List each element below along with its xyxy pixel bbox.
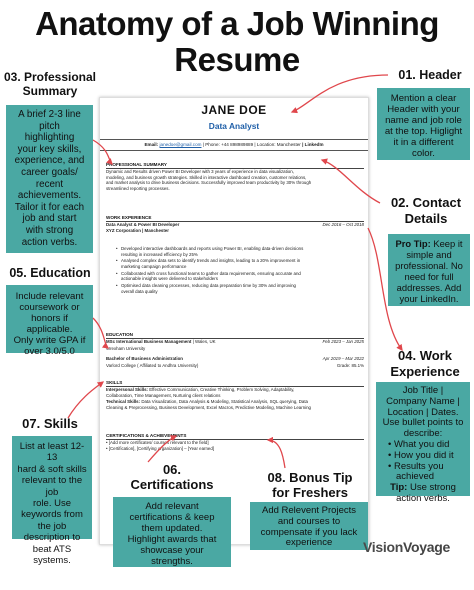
- resume-job-company: XYZ Corporation | Manchester: [106, 228, 169, 233]
- resume-sheet: JANE DOE Data Analyst Email: janedoe@gmail.com | Phone: +44 898989889 | Location: Manchester | LinkedIn PROFESSIONAL SUMMARY Dynamic and Results driven Power BI Developer with 3 years of experience in data visualization, modeling, and business growth strategies. Skilled in interactive dashboard creation, customer relations, and market analysis to drive business decisions. Successfully improved team productivity by 30% through streamlined reporting processes. WORK EXPERIENCE Data Analyst & Power BI Developer Dec 2016 – Oct 2018 XYZ Corporation | Manchester • Developed interactive dashboards and reports using Power BI, enabling data-driven decisions resulting in increased efficiency by 25% • Analysed complex data sets to identify trends and insights, leading to a 20% improvement in marketing campaign performance • Collaborated with cross functional teams to gather data requirements, ensuring accurate and actionable insights were delivered to stakeholders • Optimised data cleaning processes, reducing data preparation time by 30% and improving overall data quality EDUCATION MSc International Business Management | Wales, UK Feb 2023 – Jan 2025 Wrexham University Bachelor of Business Administration Apr 2019 – Mar 2022 Varlord College ( Affiliated to Andhra University) Grade: 85.1% SKILLS Interpersonal Skills: Effective Communication, Creative Thinking, Problem Solving, Adaptability, Collaboration, Time Management, Nurturing client relations Technical Skills: Data Visualization, Data Analysis & Modeling, Statistical Analysis, SQL querying, Data Cleaning & Preprocessing, Business Development, Excel Macros, Predictive Modeling, Machine Learning CERTIFICATIONS & ACHIEVEMENTS • [Add more certificates/ courses relevant to the field] • [Certification], [Certifying organization] – [Year earned]: [99, 97, 369, 545]
- contact-tip: Pro Tip: Keep it simple and professional. No need for full addresses. Add your LinkedIn.: [388, 234, 470, 306]
- resume-cert-heading: CERTIFICATIONS & ACHIEVEMENTS: [106, 433, 364, 440]
- list-item: • Collaborated with cross functional teams to gather data requirements, ensuring accurate and actionable insights were delivered to stakeholders: [116, 271, 356, 282]
- resume-role: Data Analyst: [208, 121, 260, 131]
- title-line-2: Resume: [174, 41, 300, 78]
- list-item: • Developed interactive dashboards and reports using Power BI, enabling data-driven decisions resulting in increased efficiency by 25%: [116, 246, 356, 257]
- resume-contact-line: Email: janedoe@gmail.com | Phone: +44 898989889 | Location: Manchester | LinkedIn: [100, 139, 368, 151]
- resume-linkedin-link[interactable]: | LinkedIn: [302, 142, 324, 147]
- title-line-1: Anatomy of a Job Winning: [35, 5, 439, 42]
- education-tip: Include relevant coursework or honors if applicable. Only write GPA if over 3.0/5.0: [6, 285, 93, 353]
- list-item: • Analysed complex data sets to identify trends and insights, leading to a 20% improvement in marketing campaign performance: [116, 258, 356, 269]
- resume-edu1-school: Wrexham University: [106, 346, 146, 351]
- professional-summary-heading: 03. Professional Summary: [3, 70, 97, 98]
- header-tip: Mention a clear Header with your name and job role at the top. Higlight it in a different color.: [377, 88, 470, 160]
- vision-voyage-logo: VisionVoyage: [363, 539, 450, 555]
- resume-interpersonal-skills: Interpersonal Skills: Effective Communication, Creative Thinking, Problem Solving, Adaptability, Collaboration, Time Management, Nurturing client relations: [106, 387, 295, 398]
- resume-work-heading: WORK EXPERIENCE: [106, 215, 364, 222]
- skills-heading: 07. Skills: [22, 416, 78, 431]
- header-heading: 01. Header: [398, 68, 462, 82]
- professional-summary-tip: A brief 2-3 line pitch highlighting your key skills, experience, and career goals/ recent achievements. Tailor it for each job and start with strong action verbs.: [6, 105, 93, 253]
- work-tip: Job Title | Company Name | Location | Dates. Use bullet points to describe: • What you did • How you did it • Results you achieved Tip: Use strong action verbs.: [376, 382, 470, 496]
- certifications-heading: 06. Certifications: [130, 462, 214, 492]
- resume-summary-heading: PROFESSIONAL SUMMARY: [106, 162, 364, 169]
- resume-technical-skills: Technical Skills: Data Visualization, Data Analysis & Modeling, Statistical Analysis, SQL querying, Data Cleaning & Preprocessing, Business Development, Excel Macros, Predictive Modeling, Machine Learning: [106, 399, 311, 410]
- arrow-skills: [68, 382, 103, 418]
- resume-summary-text: Dynamic and Results driven Power BI Developer with 3 years of experience in data visualization, modeling, and business growth strategies. Skilled in interactive dashboard creation, customer relations, and market analysis to drive business decisions. Successfully improved team productivity by 30% through streamlined reporting processes.: [106, 169, 312, 191]
- resume-job-bullets: [116, 246, 356, 296]
- resume-skills-heading: SKILLS: [106, 380, 364, 387]
- list-item: • Optimised data cleaning processes, reducing data preparation time by 30% and improving overall data quality: [116, 283, 356, 294]
- certifications-tip: Add relevant certifications & keep them updated. Highlight awards that showcase your strengths.: [113, 497, 231, 567]
- resume-education-heading: EDUCATION: [106, 332, 364, 339]
- resume-name: JANE DOE: [201, 103, 267, 117]
- education-heading: 05. Education: [9, 266, 91, 280]
- bonus-tip: Add Relevent Projects and courses to compensate if you lack experience: [250, 502, 368, 550]
- skills-tip: List at least 12-13 hard & soft skills relevant to the job role. Use keywords from the job description to beat ATS systems.: [12, 436, 92, 539]
- resume-cert-list: • [Add more certificates/ courses relevant to the field] • [Certification], [Certifying organization] – [Year earned]: [106, 440, 215, 451]
- resume-email-link[interactable]: janedoe@gmail.com: [159, 142, 202, 147]
- bonus-heading: 08. Bonus Tip for Freshers: [267, 470, 353, 500]
- contact-heading: 02. Contact Details: [390, 195, 462, 226]
- work-heading: 04. Work Experience: [390, 348, 460, 379]
